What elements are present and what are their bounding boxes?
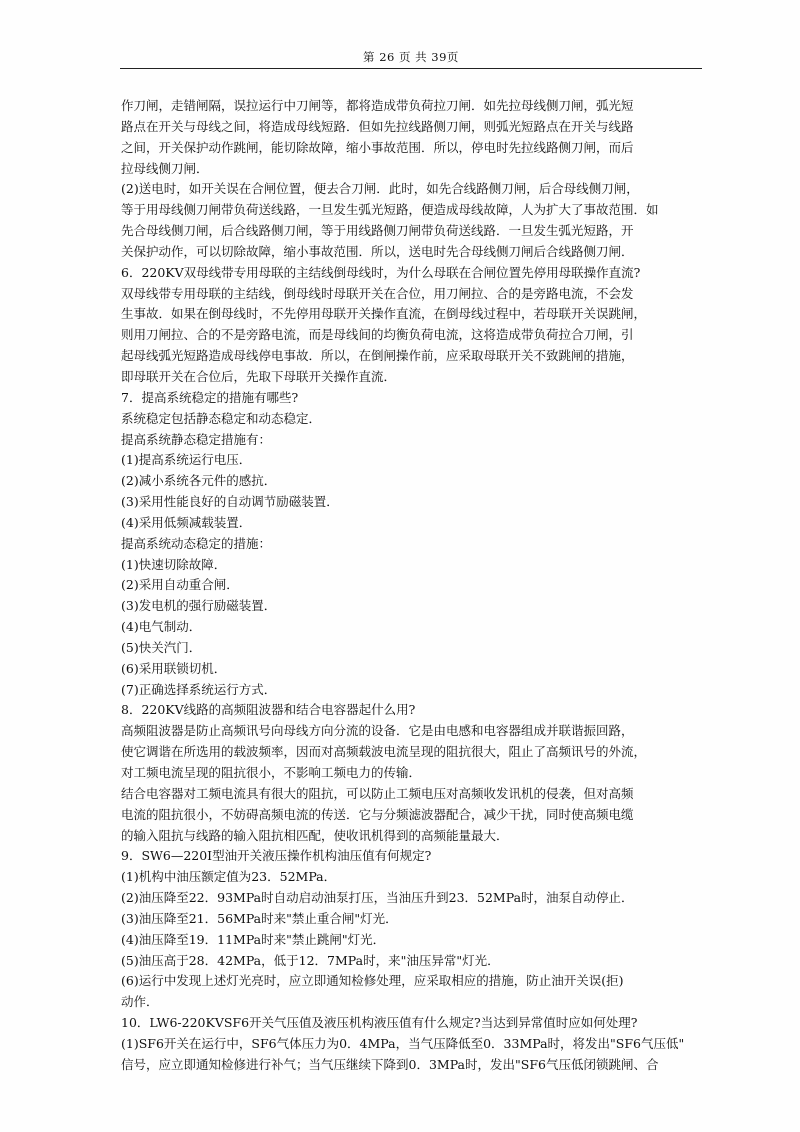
list-item: (1)SF6开关在运行中，SF6气体压力为0．4MPa，当气压降低至0．33MPa时，将发出"SF6气压低" <box>121 1035 685 1051</box>
list-item: (1)快速切除故障． <box>121 556 227 572</box>
text-line: 起母线弧光短路造成母线停电事故．所以，在倒闸操作前，应采取母联开关不致跳闸的措施， <box>121 348 634 364</box>
text-line: 生事故．如果在倒母线时，不先停用母联开关操作直流，在倒母线过程中，若母联开关误跳闸， <box>121 306 647 322</box>
list-item: (4)油压降至19．11MPa时来"禁止跳闸"灯光． <box>121 931 386 947</box>
question-heading: 8．220KV线路的高频阻波器和结合电容器起什么用? <box>121 702 416 718</box>
text-line: 等于用母线侧刀闸带负荷送线路，一旦发生弧光短路，便造成母线故障，人为扩大了事故范围．如 <box>121 202 659 218</box>
question-heading: 9．SW6—220I型油开关液压操作机构油压值有何规定? <box>121 848 432 864</box>
list-item: (3)发电机的强行励磁装置． <box>121 598 277 614</box>
text-line: 关保护动作，可以切除故障，缩小事故范围．所以，送电时先合母线侧刀闸后合线路侧刀闸． <box>121 243 634 259</box>
list-item: (3)油压降至21．56MPa时来"禁止重合闸"灯光． <box>121 910 398 926</box>
text-line: 先合母线侧刀闸，后合线路侧刀闸，等于用线路侧刀闸带负荷送线路．一旦发生弧光短路，开 <box>121 223 634 239</box>
page-number-label: 第 26 页 共 39页 <box>363 50 459 64</box>
list-item: (2)油压降至22．93MPa时自动启动油泵打压，当油压升到23．52MPa时，油泵自动停止． <box>121 890 634 906</box>
page-header <box>120 48 702 69</box>
text-line: 作刀闸，走错闸隔，误拉运行中刀闸等，都将造成带负荷拉刀闸．如先拉母线侧刀闸，弧光短 <box>121 98 634 113</box>
list-item: (6)运行中发现上述灯光亮时，应立即通知检修处理，应采取相应的措施，防止油开关误(拒) <box>121 973 624 989</box>
question-heading: 10．LW6-220KVSF6开关气压值及液压机构液压值有什么规定?当达到异常值时应如何处理? <box>121 1015 638 1031</box>
text-line: 信号，应立即通知检修进行补气；当气压继续下降到0．3MPa时，发出"SF6气压低闭锁跳闸、合 <box>121 1056 659 1072</box>
question-heading: 7．提高系统稳定的措施有哪些? <box>121 389 299 405</box>
list-item: (1)机构中油压额定值为23．52MPa． <box>121 869 337 885</box>
list-item: (4)电气制动． <box>121 619 202 635</box>
list-item: (4)采用低频减载装置． <box>121 514 252 530</box>
text-line: 的输入阻抗与线路的输入阻抗相匹配，使收讯机得到的高频能量最大． <box>121 827 509 843</box>
text-line: 双母线带专用母联的主结线，倒母线时母联开关在合位，用刀闸拉、合的是旁路电流，不会发 <box>121 285 634 301</box>
text-line: 电流的阻抗很小，不妨碍高频电流的传送．它与分频滤波器配合，减少干扰，同时使高频电缆 <box>121 806 634 822</box>
list-item: (2)减小系统各元件的感抗． <box>121 473 277 489</box>
text-line: 提高系统动态稳定的措施： <box>121 535 272 551</box>
text-line: 提高系统静态稳定措施有： <box>121 431 272 447</box>
text-line: 结合电容器对工频电流具有很大的阻抗，可以防止工频电压对高频收发讯机的侵袭，但对高频 <box>121 785 634 801</box>
list-item: (2)采用自动重合闸． <box>121 577 239 593</box>
text-line: 即母联开关在合位后，先取下母联开关操作直流． <box>121 368 397 384</box>
text-line: 动作． <box>121 994 159 1010</box>
list-item: (7)正确选择系统运行方式． <box>121 681 277 697</box>
question-heading: 6．220KV双母线带专用母联的主结线倒母线时，为什么母联在合闸位置先停用母联操作直流? <box>121 264 641 280</box>
list-item: (5)油压高于28．42MPa，低于12．7MPa时，来"油压异常"灯光． <box>121 952 500 968</box>
text-line: 对工频电流呈现的阻抗很小，不影响工频电力的传输． <box>121 765 422 780</box>
list-item: (3)采用性能良好的自动调节励磁装置． <box>121 494 339 510</box>
document-body <box>121 96 705 1076</box>
text-line: 高频阻波器是防止高频讯号向母线方向分流的设备．它是由电感和电容器组成并联谐振回路， <box>121 723 634 739</box>
list-item: (5)快关汽门． <box>121 639 202 655</box>
list-item: (1)提高系统运行电压． <box>121 452 252 468</box>
list-item: (6)采用联锁切机． <box>121 660 227 676</box>
text-line: 则用刀闸拉、合的不是旁路电流，而是母线间的均衡负荷电流，这将造成带负荷拉合刀闸，引 <box>121 327 634 343</box>
text-line: 拉母线侧刀闸． <box>121 160 209 176</box>
text-line: 路点在开关与母线之间，将造成母线短路．但如先拉线路侧刀闸，则弧光短路点在开关与线路 <box>121 118 634 134</box>
text-line: (2)送电时，如开关误在合闸位置，便去合刀闸．此时，如先合线路侧刀闸，后合母线侧刀闸， <box>121 181 639 197</box>
text-line: 系统稳定包括静态稳定和动态稳定． <box>121 410 322 426</box>
text-line: 使它调谐在所选用的载波频率，因而对高频载波电流呈现的阻抗很大，阻止了高频讯号的外流， <box>121 744 647 760</box>
text-line: 之间，开关保护动作跳闸，能切除故障，缩小事故范围．所以，停电时先拉线路侧刀闸，而后 <box>121 139 634 155</box>
